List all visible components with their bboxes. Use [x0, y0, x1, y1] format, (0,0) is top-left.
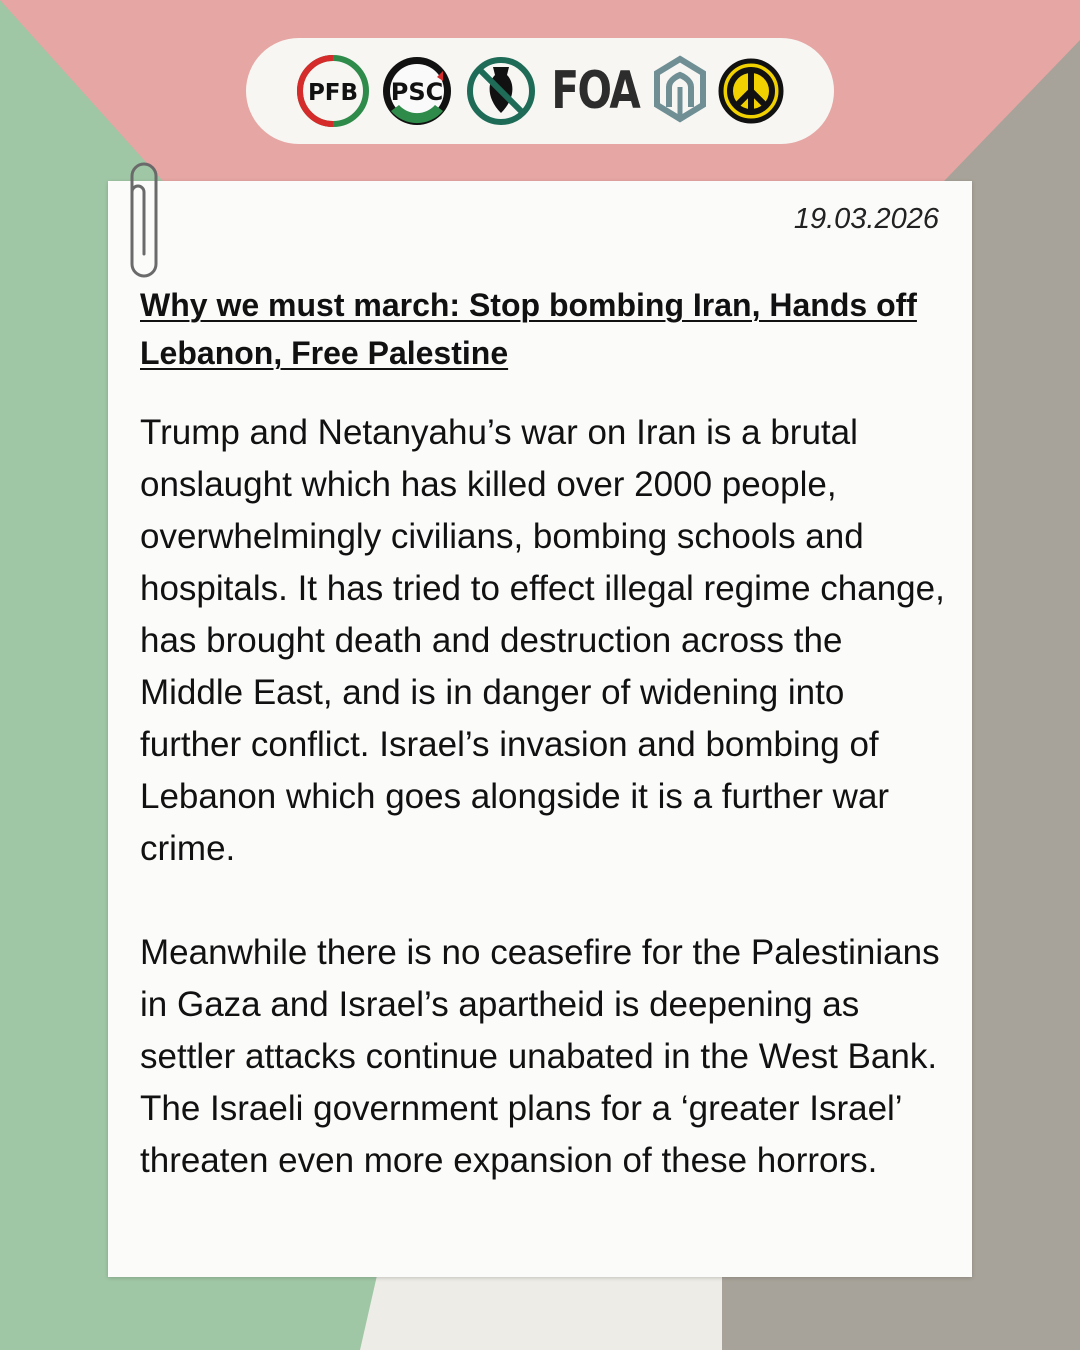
foa-logo-text: FOA — [551, 61, 639, 121]
svg-text:PSC: PSC — [390, 78, 443, 106]
letter-paragraph: Meanwhile there is no ceasefire for the Palestinians in Gaza and Israel’s apartheid is deepening as settler attacks continue unabated in the West Bank. The Israeli government plans for a ‘greater Israel’ threaten even more expansion of these horrors. — [140, 933, 940, 1180]
psc-logo-icon — [379, 53, 455, 129]
foa-logo — [547, 61, 644, 121]
svg-text:PFB: PFB — [307, 80, 358, 106]
pfb-logo-icon — [295, 53, 371, 129]
letter-date: 19.03.2026 — [793, 203, 939, 235]
letter-headline: Why we must march: Stop bombing Iran, Hands off Lebanon, Free Palestine — [140, 287, 917, 371]
mosque-logo-icon — [651, 53, 709, 129]
letter-body — [140, 407, 950, 1187]
paperclip-icon — [124, 158, 164, 282]
peace-symbol-icon — [717, 57, 785, 125]
letter-paragraph: Trump and Netanyahu’s war on Iran is a brutal onslaught which has killed over 2000 people, overwhelmingly civilians, bombing schools and hospitals. It has tried to effect illegal regime change, has brought death and destruction across the Middle East, and is in danger of widening into further conflict. Israel’s invasion and bombing of Lebanon which goes alongside it is a further war crime. — [140, 413, 945, 868]
no-bomb-logo-icon — [463, 53, 539, 129]
partner-logos-bar — [246, 38, 834, 144]
letter-paper — [108, 181, 972, 1277]
